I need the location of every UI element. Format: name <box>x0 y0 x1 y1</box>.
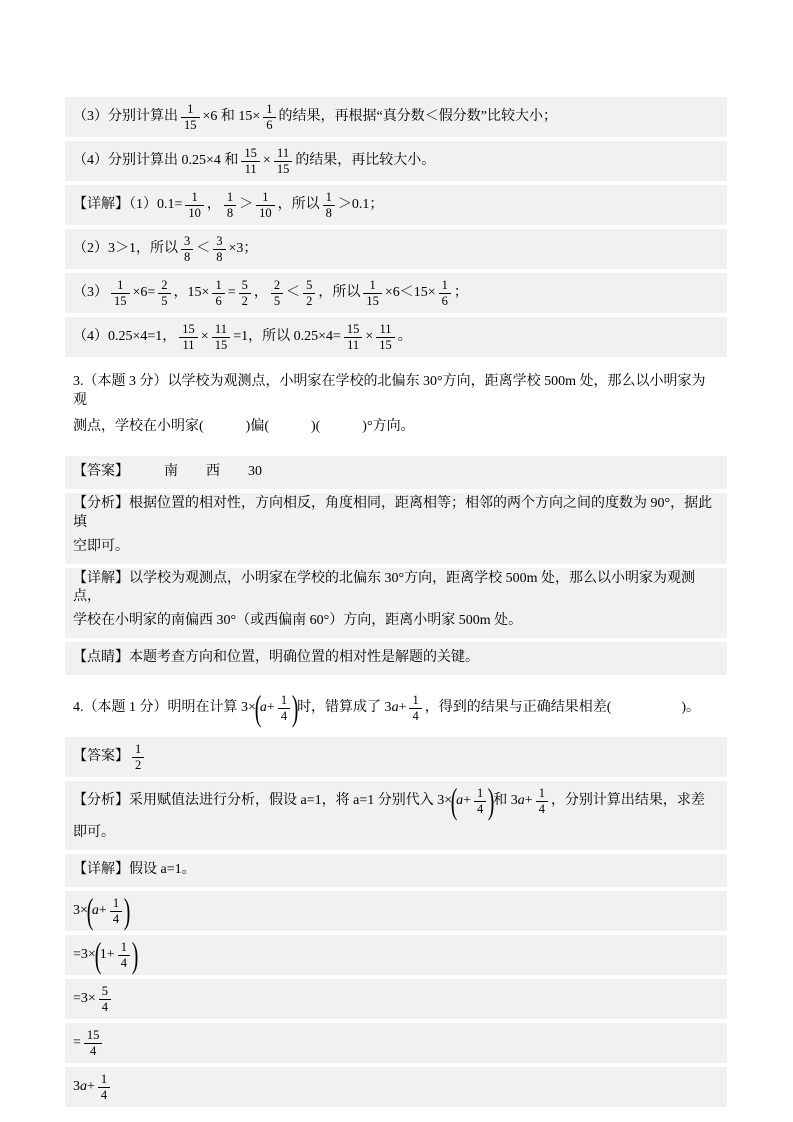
fraction <box>376 322 395 352</box>
text-run: ，15× <box>173 284 210 300</box>
question-3-tip <box>65 642 727 675</box>
text-line <box>73 856 719 885</box>
text-run: 的结果，再根据“真分数＜假分数”比较大小； <box>278 108 557 124</box>
fraction-denominator: 4 <box>477 801 484 816</box>
fraction-numerator: 2 <box>158 278 170 293</box>
text-run: 1+ <box>99 946 115 962</box>
fraction <box>212 322 231 352</box>
text-run: + <box>463 792 472 808</box>
question-4-calc-step-2 <box>65 935 727 975</box>
text-run: ×6＜15× <box>384 284 436 300</box>
fraction <box>263 102 275 132</box>
fraction-numerator: 1 <box>474 786 486 801</box>
text-run: 【点睛】本题考查方向和位置，明确位置的相对性是解题的关键。 <box>73 650 479 666</box>
text-run: 空即可。 <box>73 538 129 554</box>
fraction <box>111 278 130 308</box>
right-paren: ) <box>123 890 131 931</box>
fraction-denominator: 15 <box>276 161 290 176</box>
fraction <box>239 278 251 308</box>
fraction-numerator: 1 <box>536 786 548 801</box>
text-line <box>73 99 719 135</box>
text-run: 3 <box>73 1078 80 1094</box>
fraction <box>274 146 293 176</box>
fraction-denominator: 2 <box>306 293 313 308</box>
fraction <box>181 234 193 264</box>
fraction-denominator: 8 <box>325 205 332 220</box>
text-line <box>73 1025 719 1061</box>
fraction <box>303 278 315 308</box>
fraction <box>241 146 260 176</box>
variable: a <box>391 699 399 715</box>
text-run: =3× <box>73 946 96 962</box>
variable: a <box>517 792 525 808</box>
text-line <box>73 780 719 821</box>
text-run: + <box>398 699 407 715</box>
fraction <box>344 322 363 352</box>
text-run: （4）分别计算出 0.25×4 和 <box>73 152 239 168</box>
fraction-denominator: 4 <box>538 801 545 816</box>
text-line <box>73 411 719 444</box>
question-4-calc-step-1 <box>65 891 727 931</box>
exercise2-detail-4 <box>65 317 727 357</box>
text-run: 【答案】 <box>73 748 129 764</box>
fraction <box>536 786 548 816</box>
exercise2-detail-1 <box>65 185 727 225</box>
question-4-calc-step-3 <box>65 979 727 1019</box>
text-line <box>73 373 719 411</box>
text-run: 【分析】采用赋值法进行分析，假设 a=1，将 a=1 分别代入 3× <box>73 792 453 808</box>
text-line <box>73 890 719 931</box>
text-run: 即可。 <box>73 825 115 841</box>
text-run: ，所以 <box>277 196 320 212</box>
fraction-denominator: 15 <box>214 337 228 352</box>
text-run: ， <box>206 196 221 212</box>
text-run: 【答案】 南 西 30 <box>73 463 262 479</box>
fraction-denominator: 10 <box>188 205 201 220</box>
fraction-denominator: 11 <box>182 337 195 352</box>
text-run: = <box>73 1034 81 1050</box>
text-run: ×6= <box>132 284 156 300</box>
fraction-numerator: 15 <box>241 146 260 161</box>
fraction-denominator: 4 <box>412 708 419 723</box>
fraction-numerator: 1 <box>224 190 236 205</box>
fraction <box>179 322 198 352</box>
question-4-calc-step-5 <box>65 1067 727 1107</box>
text-run: 学校在小明家的南偏西 30°（或西偏南 60°）方向，距离小明家 500m 处。 <box>73 613 523 629</box>
fraction-numerator: 15 <box>84 1028 103 1043</box>
text-run: 3× <box>73 902 88 918</box>
text-run: ＞ <box>239 196 254 212</box>
fraction-numerator: 3 <box>213 234 225 249</box>
text-line <box>73 687 719 728</box>
right-paren: ) <box>487 780 495 821</box>
text-run: ＞0.1； <box>337 196 384 212</box>
text-line <box>73 739 719 775</box>
fraction-denominator: 4 <box>120 955 127 970</box>
fraction-numerator: 1 <box>111 278 130 293</box>
left-paren: ( <box>450 780 458 821</box>
text-line <box>73 644 719 673</box>
text-line <box>73 319 719 355</box>
fraction-numerator: 1 <box>278 693 290 708</box>
fraction-numerator: 1 <box>185 190 204 205</box>
exercise2-detail-2 <box>65 229 727 269</box>
text-run: ，分别计算出结果，求差 <box>550 792 705 808</box>
fraction <box>363 278 382 308</box>
text-run: （3） <box>73 284 108 300</box>
text-run: × <box>262 152 271 168</box>
question-3 <box>65 371 727 446</box>
question-3-answer <box>65 456 727 489</box>
text-run: （4）0.25×4=1， <box>73 328 177 344</box>
text-run: 和 3 <box>493 792 518 808</box>
fraction <box>256 190 275 220</box>
fraction-numerator: 1 <box>263 102 275 117</box>
fraction-numerator: 1 <box>118 940 130 955</box>
variable: a <box>80 1078 87 1094</box>
text-line <box>73 187 719 223</box>
text-run: ×6 和 15× <box>202 108 261 124</box>
text-run: + <box>87 1078 95 1094</box>
left-paren: ( <box>254 687 262 728</box>
fraction-numerator: 15 <box>344 322 363 337</box>
fraction-denominator: 15 <box>379 337 392 352</box>
question-4-analysis <box>65 781 727 850</box>
text-run: + <box>266 699 275 715</box>
text-line <box>73 231 719 267</box>
fraction-numerator: 1 <box>409 693 421 708</box>
fraction <box>271 278 283 308</box>
fraction <box>409 693 421 723</box>
fraction-numerator: 1 <box>98 1072 110 1087</box>
question-3-detail <box>65 568 727 639</box>
fraction <box>158 278 170 308</box>
text-line <box>73 607 719 636</box>
fraction-numerator: 5 <box>239 278 251 293</box>
exercise2-detail-3 <box>65 273 727 313</box>
variable: a <box>456 792 464 808</box>
fraction-denominator: 4 <box>112 911 120 926</box>
text-run: ＜ <box>286 284 301 300</box>
right-paren: ) <box>131 934 139 975</box>
exercise2-part4 <box>65 141 727 181</box>
text-run: （3）分别计算出 <box>73 108 178 124</box>
fraction-denominator: 6 <box>215 293 222 308</box>
fraction-numerator: 3 <box>181 234 193 249</box>
fraction-numerator: 1 <box>181 102 200 117</box>
text-run: 【详解】假设 a=1。 <box>73 862 196 878</box>
fraction-denominator: 6 <box>266 117 273 132</box>
text-run: ； <box>453 284 468 300</box>
variable: a <box>91 902 99 918</box>
fraction-denominator: 4 <box>100 1087 108 1102</box>
text-run: =3× <box>73 990 96 1006</box>
fraction-numerator: 11 <box>376 322 395 337</box>
text-run: ， <box>253 284 268 300</box>
text-line <box>73 275 719 311</box>
fraction-numerator: 1 <box>212 278 224 293</box>
text-run: × <box>200 328 209 344</box>
text-run: ＜ <box>196 240 211 256</box>
text-line <box>73 934 719 975</box>
question-4-calc-step-4 <box>65 1023 727 1063</box>
fraction <box>439 278 451 308</box>
fraction-denominator: 11 <box>347 337 360 352</box>
text-line <box>73 981 719 1017</box>
fraction <box>185 190 204 220</box>
right-paren: ) <box>291 687 299 728</box>
fraction-denominator: 8 <box>226 205 234 220</box>
question-4-answer <box>65 737 727 777</box>
text-run: =1，所以 0.25×4= <box>233 328 341 344</box>
variable: a <box>259 699 267 715</box>
fraction-numerator: 11 <box>212 322 231 337</box>
text-run: + <box>98 902 107 918</box>
text-run: ，所以 <box>318 284 361 300</box>
text-run: 【详解】以学校为观测点，小明家在学校的北偏东 30°方向，距离学校 500m 处，那么以小明家为观测点， <box>73 570 695 605</box>
fraction-denominator: 10 <box>259 205 272 220</box>
question-4 <box>65 689 727 727</box>
fraction-denominator: 4 <box>90 1043 97 1058</box>
left-paren: ( <box>86 890 94 931</box>
text-run: + <box>524 792 533 808</box>
fraction-numerator: 5 <box>99 984 111 999</box>
fraction-numerator: 1 <box>256 190 275 205</box>
exercise2-part3 <box>65 97 727 137</box>
question-4-detail-intro <box>65 854 727 887</box>
fraction-denominator: 15 <box>114 293 127 308</box>
fraction-denominator: 4 <box>101 999 109 1014</box>
fraction-numerator: 1 <box>363 278 382 293</box>
fraction-numerator: 1 <box>132 742 144 757</box>
text-run: 4.（本题 1 分）明明在计算 3× <box>73 699 256 715</box>
text-run: 【分析】根据位置的相对性，方向相反，角度相同，距离相等；相邻的两个方向之间的度数为 90°，据此填 <box>73 495 713 530</box>
text-run: ，得到的结果与正确结果相差( )。 <box>424 699 701 715</box>
text-line <box>73 1069 719 1105</box>
fraction <box>181 102 200 132</box>
fraction <box>118 940 130 970</box>
fraction-numerator: 11 <box>274 146 293 161</box>
fraction-denominator: 8 <box>184 249 191 264</box>
text-line <box>73 143 719 179</box>
fraction-denominator: 5 <box>273 293 281 308</box>
fraction-denominator: 2 <box>135 757 142 772</box>
text-run: 测点，学校在小明家( )偏( )( )°方向。 <box>73 418 415 434</box>
text-line <box>73 570 719 608</box>
fraction <box>278 693 290 723</box>
fraction-denominator: 4 <box>280 708 288 723</box>
fraction <box>132 742 144 772</box>
fraction <box>110 896 122 926</box>
fraction <box>84 1028 103 1058</box>
text-line <box>73 533 719 562</box>
fraction-numerator: 5 <box>303 278 315 293</box>
fraction-numerator: 15 <box>179 322 198 337</box>
question-3-analysis <box>65 493 727 564</box>
fraction-denominator: 2 <box>241 293 248 308</box>
fraction-denominator: 8 <box>216 249 223 264</box>
text-run: 。 <box>397 328 412 344</box>
fraction-denominator: 5 <box>161 293 168 308</box>
text-run: 的结果，再比较大小。 <box>295 152 436 168</box>
fraction <box>323 190 335 220</box>
text-run: × <box>365 328 374 344</box>
fraction <box>474 786 486 816</box>
text-run: ×3； <box>228 240 258 256</box>
fraction-numerator: 1 <box>323 190 335 205</box>
fraction-denominator: 11 <box>244 161 257 176</box>
fraction-numerator: 2 <box>271 278 283 293</box>
text-run: （2）3＞1，所以 <box>73 240 178 256</box>
left-paren: ( <box>94 934 102 975</box>
fraction-denominator: 15 <box>184 117 197 132</box>
text-run: 【详解】（1）0.1= <box>73 196 183 212</box>
fraction-numerator: 1 <box>110 896 122 911</box>
fraction <box>98 1072 110 1102</box>
text-run: = <box>227 284 236 300</box>
text-line <box>73 819 719 848</box>
fraction-denominator: 6 <box>441 293 448 308</box>
text-line <box>73 458 719 487</box>
text-run: 3.（本题 3 分）以学校为观测点，小明家在学校的北偏东 30°方向，距离学校 500m 处，那么以小明家为观 <box>73 374 706 408</box>
fraction-denominator: 15 <box>366 293 379 308</box>
fraction <box>224 190 236 220</box>
fraction <box>212 278 224 308</box>
fraction <box>99 984 111 1014</box>
fraction-numerator: 1 <box>439 278 451 293</box>
text-run: 时，错算成了 3 <box>297 699 392 715</box>
fraction <box>213 234 225 264</box>
text-line <box>73 495 719 533</box>
